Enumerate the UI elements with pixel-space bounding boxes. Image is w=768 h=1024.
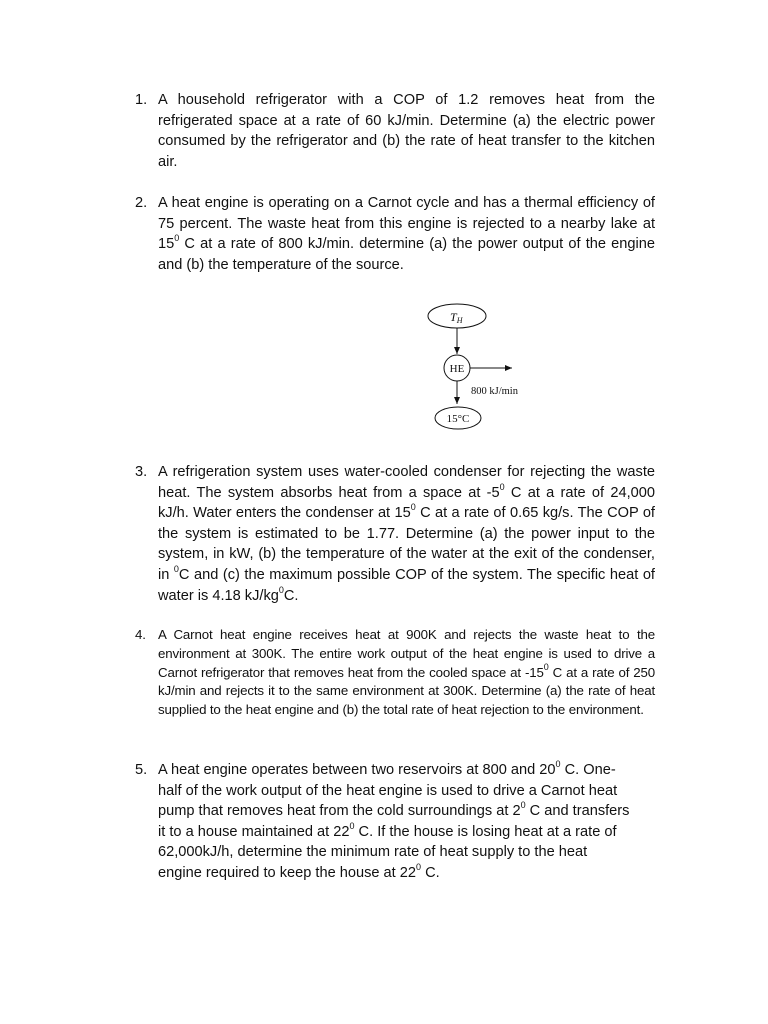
problem-text: A heat engine is operating on a Carnot cycle and has a thermal efficiency of 75 percent. The waste heat from this engine is rejected to a nearby lake at $15^0$ C at a rate of 800 kJ/min. determine (a) the power output of the engine and (b) the temperature of the source. [158, 195, 655, 273]
problem-5 [135, 760, 635, 884]
problem-number: 4. [135, 627, 146, 642]
problem-number: 2. [135, 195, 148, 211]
sink-label: 15°C [446, 413, 470, 425]
problem-number: 5. [135, 762, 148, 778]
engine-label: HE [449, 363, 465, 375]
source-label: TH [450, 310, 463, 325]
problem-number: 1. [135, 92, 148, 108]
problem-2 [135, 193, 655, 275]
flow-label: 800 kJ/min [471, 386, 518, 397]
problem-1 [135, 90, 655, 172]
problem-text: A refrigeration system uses water-cooled condenser for rejecting the waste heat. The system absorbs heat from a space at $-5^0$ C at a rate of 24,000 kJ/h. Water enters the condenser at $15^0$ C at a rate of 0.65 kg/s. The COP of the system is estimated to be 1.77. Determine (a) the power input to the system, in kW, (b) the temperature of the water at the exit of the condenser, in $^0$C and (c) the maximum possible COP of the system. The specific heat of water is 4.18 $kJ/kg^0C$. [158, 464, 655, 604]
heat-engine-diagram [400, 296, 560, 436]
problem-number: 3. [135, 464, 148, 480]
problem-3 [135, 462, 655, 606]
problem-text: A Carnot heat engine receives heat at 900K and rejects the waste heat to the environment at 300K. The entire work output of the heat engine is used to drive a Carnot refrigerator that removes heat from the cooled space at $-15^0$ C at a rate of 250 kJ/min and rejects it to the same environment at 300K. Determine (a) the rate of heat supplied to the heat engine and (b) the total rate of heat rejection to the environment. [158, 627, 655, 718]
problem-text: A heat engine operates between two reservoirs at 800 and $20^0$ C. One-half of the work output of the heat engine is used to drive a Carnot heat pump that removes heat from the cold surroundings at $2^0$ C and transfers it to a house maintained at $22^0$ C. If the house is losing heat at a rate of 62,000kJ/h, determine the minimum rate of heat supply to the heat engine required to keep the house at $22^0$ C. [158, 759, 630, 881]
problem-4 [135, 626, 655, 720]
problem-text: A household refrigerator with a COP of 1.2 removes heat from the refrigerated space at a rate of 60 kJ/min. Determine (a) the electric power consumed by the refrigerator and (b) the rate of heat transfer to the kitchen air. [158, 92, 655, 170]
